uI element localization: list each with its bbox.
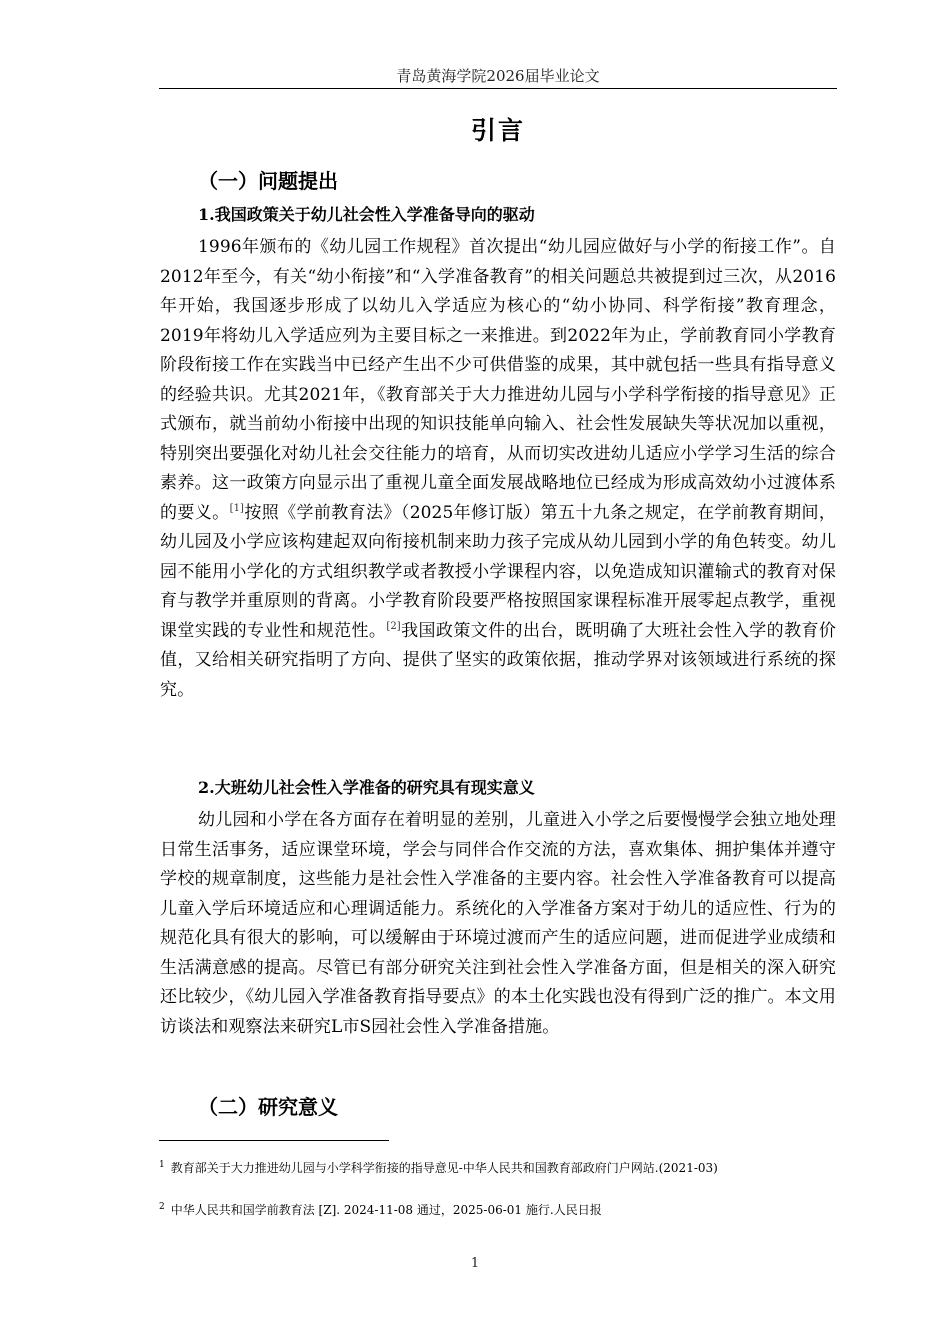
citation-1: [1] xyxy=(229,502,245,514)
subsection-heading-policy: 1.我国政策关于幼儿社会性入学准备导向的驱动 xyxy=(198,205,535,224)
footnote-1 xyxy=(159,1156,849,1177)
footnote-1-text: 教育部关于大力推进幼儿园与小学科学衔接的指导意见-中华人民共和国教育部政府门户网站.(2021-03) xyxy=(170,1161,718,1175)
page-title: 引言 xyxy=(470,116,525,145)
page-number: 1 xyxy=(470,1256,480,1271)
subsection-heading-significance: 2.大班幼儿社会性入学准备的研究具有现实意义 xyxy=(198,778,535,797)
paragraph-policy xyxy=(160,233,836,705)
footnote-2-mark: 2 xyxy=(159,1202,165,1212)
footnote-divider xyxy=(159,1140,389,1141)
citation-2: [2] xyxy=(386,620,401,632)
paragraph-policy-text-2: 按照《学前教育法》（2025年修订版）第五十九条之规定，在学前教育期间，幼儿园及小学应该构建起双向衔接机制来助力孩子完成从幼儿园到小学的角色转变。幼儿园不能用小学化的方式组织教学或者教授小学课程内容，以免造成知识灌输式的教育对保育与教学并重原则的背离。小学教育阶段要严格按照国家课程标准开展零起点教学，重视课堂实践的专业性和规范性。 xyxy=(160,502,836,641)
paragraph-significance: 幼儿园和小学在各方面存在着明显的差别，儿童进入小学之后要慢慢学会独立地处理日常生活事务，适应课堂环境，学会与同伴合作交流的方法，喜欢集体、拥护集体并遵守学校的规章制度，这些能力是社会性入学准备的主要内容。社会性入学准备教育可以提高儿童入学后环境适应和心理调适能力。系统化的入学准备方案对于幼儿的适应性、行为的规范化具有很大的影响，可以缓解由于环境过渡而产生的适应问题，进而促进学业成绩和生活满意感的提高。尽管已有部分研究关注到社会性入学准备方面，但是相关的深入研究还比较少，《幼儿园入学准备教育指导要点》的本土化实践也没有得到广泛的推广。本文用访谈法和观察法来研究L市S园社会性入学准备措施。 xyxy=(160,810,836,1037)
section-heading-research-meaning: （二）研究意义 xyxy=(198,1095,338,1119)
paragraph-policy-text-3: 我国政策文件的出台，既明确了大班社会性入学的教育价值，又给相关研究指明了方向、提供了坚实的政策依据，推动学界对该领域进行系统的探究。 xyxy=(160,620,836,700)
footnote-1-mark: 1 xyxy=(159,1160,165,1170)
section-heading-problem: （一）问题提出 xyxy=(198,169,338,193)
header-rule xyxy=(159,88,837,89)
header-text: 青岛黄海学院2026届毕业论文 xyxy=(396,67,600,85)
footnote-2 xyxy=(159,1198,849,1219)
paragraph-policy-text-1: 1996年颁布的《幼儿园工作规程》首次提出“幼儿园应做好与小学的衔接工作”。自2012年至今，有关“幼小衔接”和“入学准备教育”的相关问题总共被提到过三次，从2016年开始，我国逐步形成了以幼儿入学适应为核心的“幼小协同、科学衔接”教育理念，2019年将幼儿入学适应列为主要目标之一来推进。到2022年为止，学前教育同小学教育阶段衔接工作在实践当中已经产生出不少可供借鉴的成果，其中就包括一些具有指导意义的经验共识。尤其2021年，《教育部关于大力推进幼儿园与小学科学衔接的指导意见》正式颁布，就当前幼小衔接中出现的知识技能单向输入、社会性发展缺失等状况加以重视，特别突出要强化对幼儿社会交往能力的培育，从而切实改进幼儿适应小学学习生活的综合素养。这一政策方向显示出了重视儿童全面发展战略地位已经成为形成高效幼小过渡体系的要义。 xyxy=(160,237,836,523)
footnote-2-text: 中华人民共和国学前教育法 [Z]. 2024-11-08 通过，2025-06-01 施行.人民日报 xyxy=(170,1203,602,1217)
